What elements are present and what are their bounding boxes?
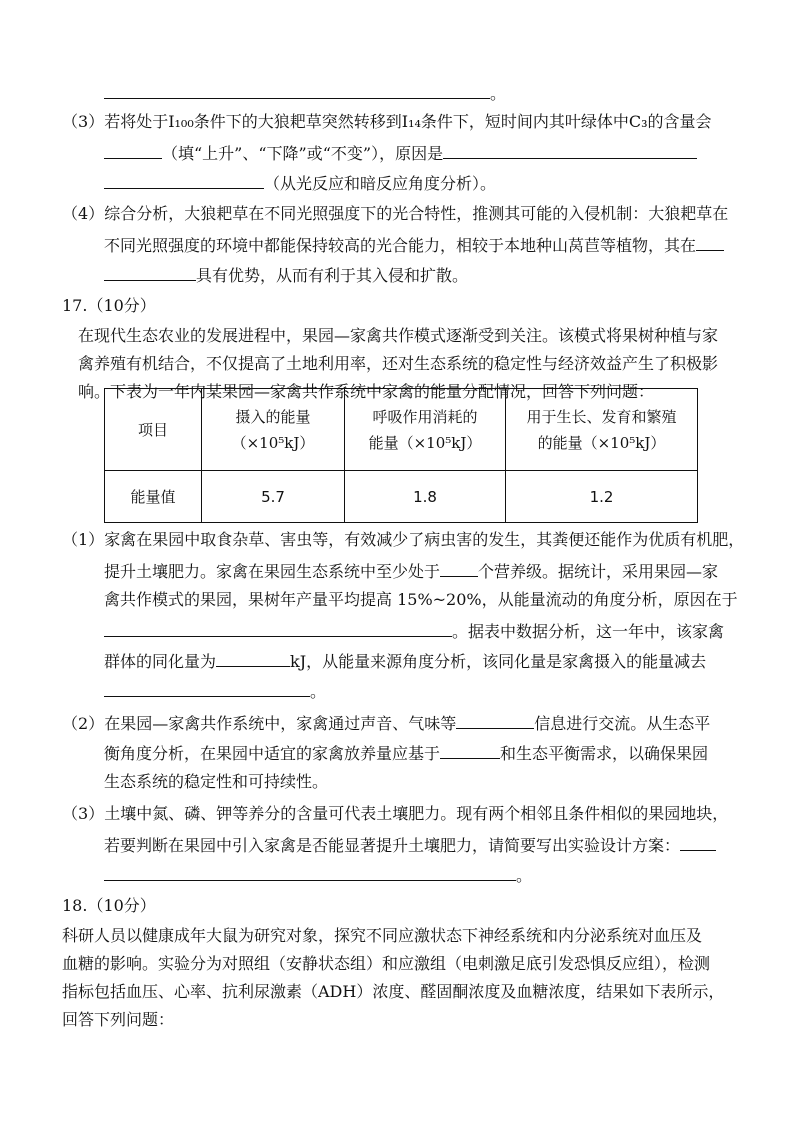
q17-intro-line: 禽养殖有机结合，不仅提高了土地利用率，还对生态系统的稳定性与经济效益产生了积极影 (78, 354, 719, 373)
answer-blank[interactable] (680, 832, 716, 851)
q17-p2-line2: 衡角度分析，在果园中适宜的家禽放养量应基于 和生态平衡需求，以确保果园 (104, 740, 708, 766)
table-header-cell: 项目 (105, 389, 202, 471)
q17-p1-line6: 。 (104, 678, 326, 704)
q18-intro-line: 血糖的影响。实验分为对照组（安静状态组）和应激组（电刺激足底引发恐惧反应组），检测 (62, 954, 711, 973)
q17-p1-line2: 提升土壤肥力。家禽在果园生态系统中至少处于 个营养级。据统计，采用果园—家 (104, 558, 718, 584)
answer-blank[interactable] (104, 862, 516, 881)
table-header-cell: 摄入的能量 （×10⁵kJ） (202, 389, 345, 471)
answer-blank[interactable] (456, 710, 534, 729)
q17-p1-line5: 群体的同化量为 kJ，从能量来源角度分析，该同化量是家禽摄入的能量减去 (104, 648, 706, 674)
answer-blank[interactable] (440, 558, 478, 577)
q18-intro-line: 指标包括血压、心率、抗利尿激素（ADH）浓度、醛固酮浓度及血糖浓度，结果如下表所示， (62, 982, 725, 1001)
answer-blank[interactable] (104, 262, 196, 281)
q17-p3-line1: （3）土壤中氮、磷、钾等养分的含量可代表土壤肥力。现有两个相邻且条件相似的果园地块， (62, 804, 729, 823)
answer-blank[interactable] (104, 678, 310, 697)
q16-p3-line1: （3）若将处于I₁₀₀条件下的大狼耙草突然转移到I₁₄条件下，短时间内其叶绿体中C₃的含量会 (62, 112, 712, 131)
energy-table (104, 388, 698, 523)
q16-p4-line1: （4）综合分析，大狼耙草在不同光照强度下的光合特性，推测其可能的入侵机制：大狼耙草在 (62, 204, 729, 223)
q17-intro-line: 响。下表为一年内某果园—家禽共作系统中家禽的能量分配情况，回答下列问题： (78, 382, 655, 401)
q17-p1-line3: 禽共作模式的果园，果树年产量平均提高 15%~20%，从能量流动的角度分析，原因在于 (104, 590, 738, 609)
q17-intro-line: 在现代生态农业的发展进程中，果园—家禽共作模式逐渐受到关注。该模式将果树种植与家 (78, 326, 719, 345)
table-cell: 1.8 (345, 471, 506, 523)
q17-p1-line1: （1）家禽在果园中取食杂草、害虫等，有效减少了病虫害的发生，其粪便还能作为优质有机肥， (62, 530, 745, 549)
q17-p1-line4: 。据表中数据分析，这一年中，该家禽 (104, 618, 724, 644)
q16-p3-line3: （从光反应和暗反应角度分析）。 (104, 170, 496, 196)
table-cell: 5.7 (202, 471, 345, 523)
table-row (105, 471, 698, 523)
q18-intro-line: 回答下列问题： (62, 1010, 175, 1029)
q17-p3-line2: 若要判断在果园中引入家禽是否能显著提升土壤肥力，请简要写出实验设计方案： (104, 832, 716, 858)
answer-blank[interactable] (443, 140, 697, 159)
q18-heading: 18.（10分） (62, 896, 156, 915)
answer-blank[interactable] (104, 140, 162, 159)
answer-blank[interactable] (104, 80, 490, 99)
answer-blank[interactable] (696, 232, 724, 251)
q17-heading: 17.（10分） (62, 296, 156, 315)
table-cell: 1.2 (506, 471, 698, 523)
q17-p2-line1: （2）在果园—家禽共作系统中，家禽通过声音、气味等 信息进行交流。从生态平 (62, 710, 710, 736)
q16-p3-line2: （填“上升”、“下降”或“不变”），原因是 (104, 140, 697, 166)
answer-blank[interactable] (216, 648, 290, 667)
answer-blank[interactable] (440, 740, 500, 759)
q16-p4-line3: 具有优势，从而有利于其入侵和扩散。 (104, 262, 468, 288)
q16-p2-answer-line: 。 (104, 80, 506, 106)
q18-intro-line: 科研人员以健康成年大鼠为研究对象，探究不同应激状态下神经系统和内分泌系统对血压及 (62, 926, 703, 945)
table-header-cell: 呼吸作用消耗的 能量（×10⁵kJ） (345, 389, 506, 471)
table-row-label: 能量值 (105, 471, 202, 523)
q16-p4-line2: 不同光照强度的环境中都能保持较高的光合能力，相较于本地种山莴苣等植物，其在 (104, 232, 724, 258)
answer-blank[interactable] (104, 618, 452, 637)
table-header-cell: 用于生长、发育和繁殖 的能量（×10⁵kJ） (506, 389, 698, 471)
q17-p3-line3: 。 (104, 862, 532, 888)
table-header-row (105, 389, 698, 471)
q17-p2-line3: 生态系统的稳定性和可持续性。 (104, 772, 329, 791)
answer-blank[interactable] (104, 170, 264, 189)
